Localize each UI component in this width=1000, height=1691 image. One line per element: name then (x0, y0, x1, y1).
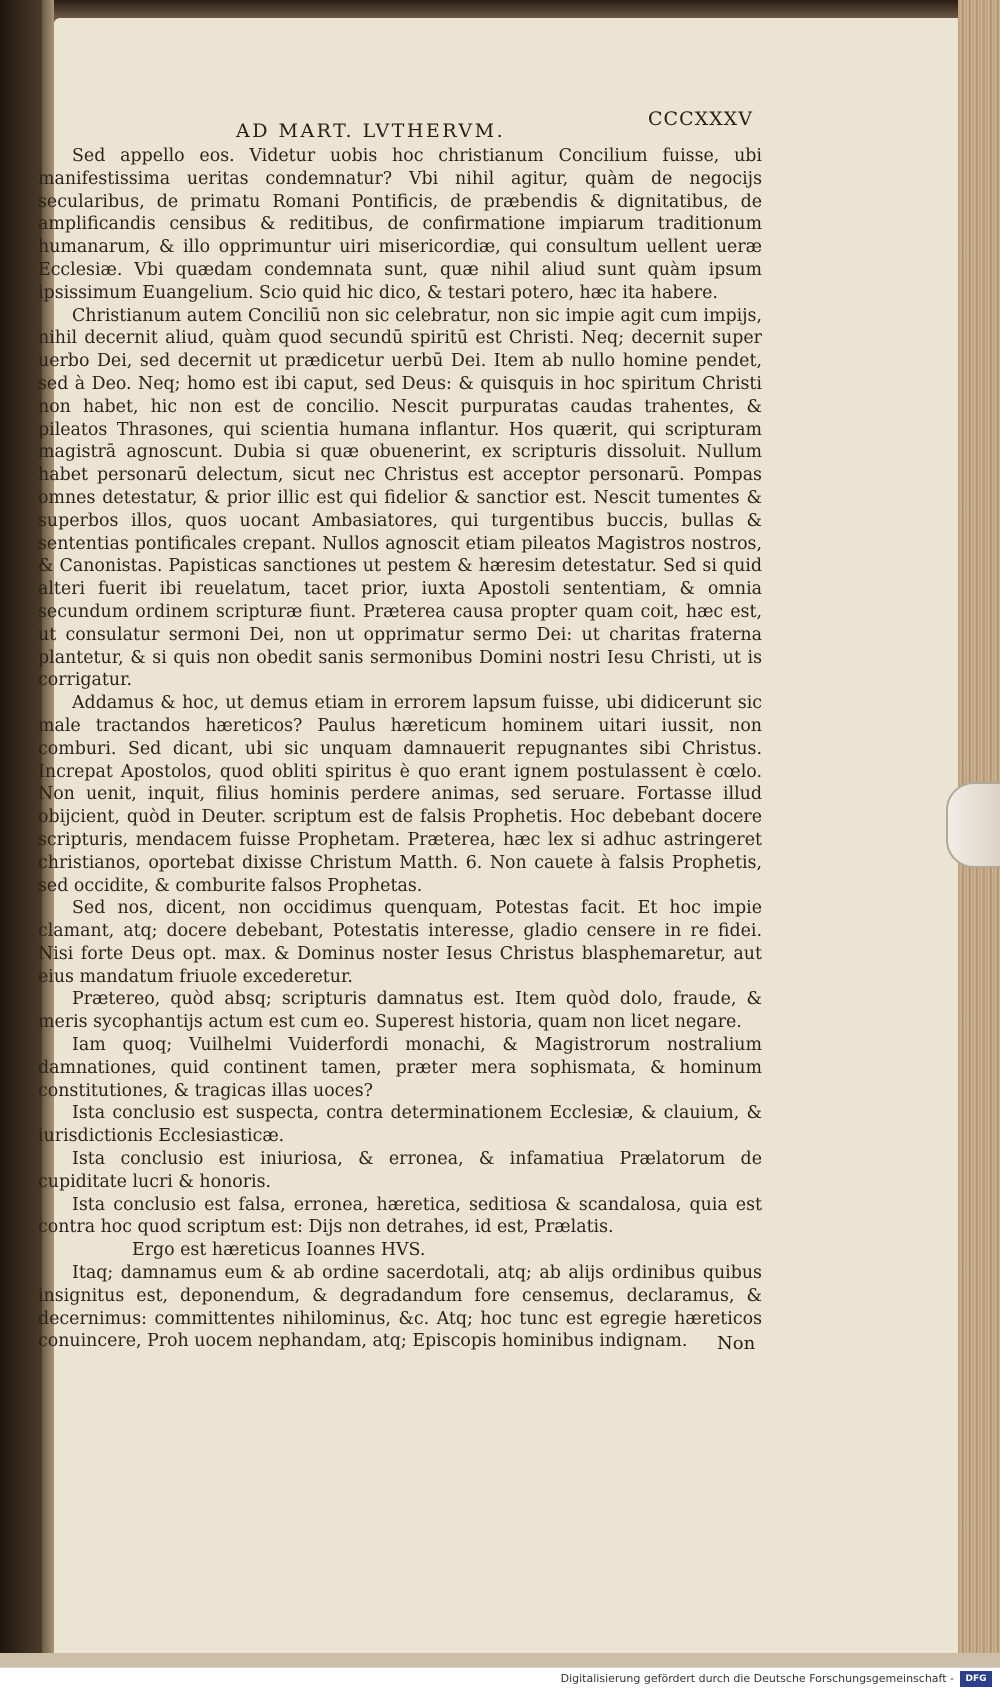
footer-credit: Digitalisierung gefördert durch die Deutsche Forschungsgemeinschaft - (560, 1672, 954, 1685)
paragraph: Ista conclusio est suspecta, contra determinationem Ecclesiæ, & clauium, & iurisdictionis Ecclesiasticæ. (38, 1103, 762, 1147)
book-gutter (0, 0, 42, 1691)
paragraph: Sed nos, dicent, non occidimus quenquam, Potestas facit. Et hoc impie clamant, atq; docere debebant, Potestatis interesse, gladio censere in re fidei. Nisi forte Deus opt. max. & Dominus noster Iesus Christus blasphemaretur, aut eius mandatum friuole excederetur. (38, 898, 762, 987)
page-clip-tab (946, 782, 1000, 868)
paragraph: Christianum autem Conciliū non sic celebratur, non sic impie agit cum impijs, nihil decernit aliud, quàm quod secundū spiritū est Christi. Neq; decernit super uerbo Dei, sed decernit ut prædicetur uerbū Dei. Item ab nullo homine pendet, sed à Deo. Neq; homo est ibi caput, sed Deus: & quisquis in hoc spiritum Christi non habet, hic non est de concilio. Nescit purpuratas caudas trahentes, & pileatos Thrasones, qui scientia humana inflantur. Hos quærit, qui scripturam magistrā agnoscunt. Dubia si quæ obuenerint, ex scripturis dissoluit. Nullum habet personarū delectum, sicut nec Christus est acceptor personarū. Pompas omnes detestatur, & prior illic est qui fidelior & sanctior est. Nescit tumentes & superbos illos, quos uocant Ambasiatores, qui turgentibus buccis, bullas & sententias pontificales crepant. Nullos agnoscit etiam pileatos Magistros nostros, & Canonistas. Papisticas sanctiones ut pestem & hæresim detestatur. Sed si quid alteri fuerit ibi reuelatum, tacet prior, iuxta Apostoli sententiam, & omnia secundum ordinem scripturæ fiunt. Præterea causa propter quam coit, hæc est, ut consulatur sermoni Dei, non ut opprimatur sermo Dei: ut charitas fraterna plantetur, & si quis non obedit sanis sermonibus Domini nostri Iesu Christi, ut is corrigatur. (38, 305, 762, 691)
paragraph: Sed appello eos. Videtur uobis hoc christianum Concilium fuisse, ubi manifestissima ueritas condemnatur? Vbi nihil agitur, quàm de negocijs secularibus, de primatu Romani Pontificis, de præbendis & dignitatibus, de amplificandis censibus & reditibus, de confirmatione impiarum traditionum humanarum, & illo opprimuntur uiri misericordiæ, qui consultum uellent ueræ Ecclesiæ. Vbi quædam condemnata sunt, quæ nihil aliud sunt quàm ipsum ipsissimum Euangelium. Scio quid hic dico, & testari potero, hæc ita habere. (38, 146, 762, 303)
folio-number: CCCXXXV (648, 108, 753, 130)
body-text (38, 145, 762, 1353)
catchword: Non (717, 1333, 756, 1354)
paragraph: Iam quoq; Vuilhelmi Vuiderfordi monachi, & Magistrorum nostralium damnationes, quid continent tamen, præter mera sophismata, & hominum constitutiones, & tragicas illas uoces? (38, 1035, 762, 1101)
paragraph: Prætereo, quòd absq; scripturis damnatus est. Item quòd dolo, fraude, & meris sycophantijs actum est cum eo. Superest historia, quam non licet negare. (38, 989, 762, 1033)
paragraph: Itaq; damnamus eum & ab ordine sacerdotali, atq; ab alijs ordinibus quibus insignitus est, deponendum, & degradandum fore censemus, declaramus, & decernimus: committentes nihilominus, &c. Atq; hoc tunc est egregie hæreticos conuincere, Proh uocem nephandam, atq; Episcopis hominibus indignam. (38, 1263, 762, 1352)
running-head: AD MART. LVTHERVM. (236, 120, 506, 142)
paragraph: Ergo est hæreticus Ioannes HVS. (132, 1240, 426, 1261)
dfg-logo-icon: DFG (960, 1671, 992, 1687)
paragraph: Addamus & hoc, ut demus etiam in errorem lapsum fuisse, ubi didicerunt sic male tractandos hæreticos? Paulus hæreticum hominem uitari iussit, non comburi. Sed dicant, ubi sic unquam damnauerit repugnantes sibi Christus. Increpat Apostolos, quod obliti spiritus è quo erant ignem postulassent è cœlo. Non uenit, inquit, filius hominis perdere animas, sed seruare. Fortasse illud obijcient, quòd in Deuter. scriptum est de falsis Prophetis. Hoc debebant docere scripturis, mendacem fuisse Prophetam. Præterea, hæc lex si adhuc astringeret christianos, oportebat dixisse Christum Matth. 6. Non cauete à falsis Prophetis, sed occidite, & comburite falsos Prophetas. (38, 693, 762, 896)
digitization-footer (0, 1667, 1000, 1691)
paragraph: Ista conclusio est iniuriosa, & erronea, & infamatiua Prælatorum de cupiditate lucri & honoris. (38, 1149, 762, 1192)
page-bottom-edge (0, 1653, 1000, 1667)
paragraph: Ista conclusio est falsa, erronea, hæretica, seditiosa & scandalosa, quia est contra hoc quod scriptum est: Dijs non detrahes, id est, Prælatis. (38, 1194, 762, 1238)
